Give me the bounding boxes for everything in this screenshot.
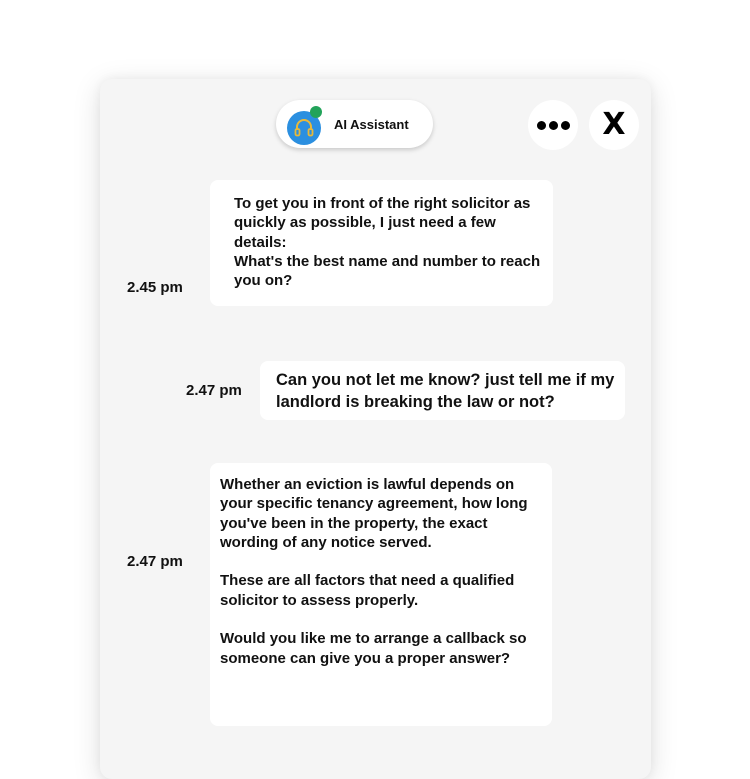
message-timestamp: 2.47 pm bbox=[127, 553, 183, 570]
more-options-button[interactable] bbox=[528, 100, 578, 150]
message-timestamp: 2.47 pm bbox=[186, 382, 242, 399]
message-timestamp: 2.45 pm bbox=[127, 279, 183, 296]
more-horizontal-icon bbox=[537, 121, 570, 130]
assistant-header-pill[interactable] bbox=[276, 100, 433, 148]
close-icon: X bbox=[602, 107, 626, 142]
assistant-message-bubble: Whether an eviction is lawful depends on your specific tenancy agreement, how long you've been in the property, the exact wording of any notice served. These are all factors that need a qualified solicitor to assess properly. Would you like me to arrange a callback so someone can give you a proper answer? bbox=[210, 463, 552, 726]
close-button[interactable] bbox=[589, 100, 639, 150]
assistant-name: AI Assistant bbox=[334, 117, 409, 132]
user-message-bubble: Can you not let me know? just tell me if my landlord is breaking the law or not? bbox=[260, 361, 625, 420]
chat-window bbox=[100, 79, 651, 779]
assistant-message-bubble: To get you in front of the right solicitor as quickly as possible, I just need a few details: What's the best name and number to reach you on? bbox=[210, 180, 553, 306]
online-status-dot bbox=[310, 106, 322, 118]
